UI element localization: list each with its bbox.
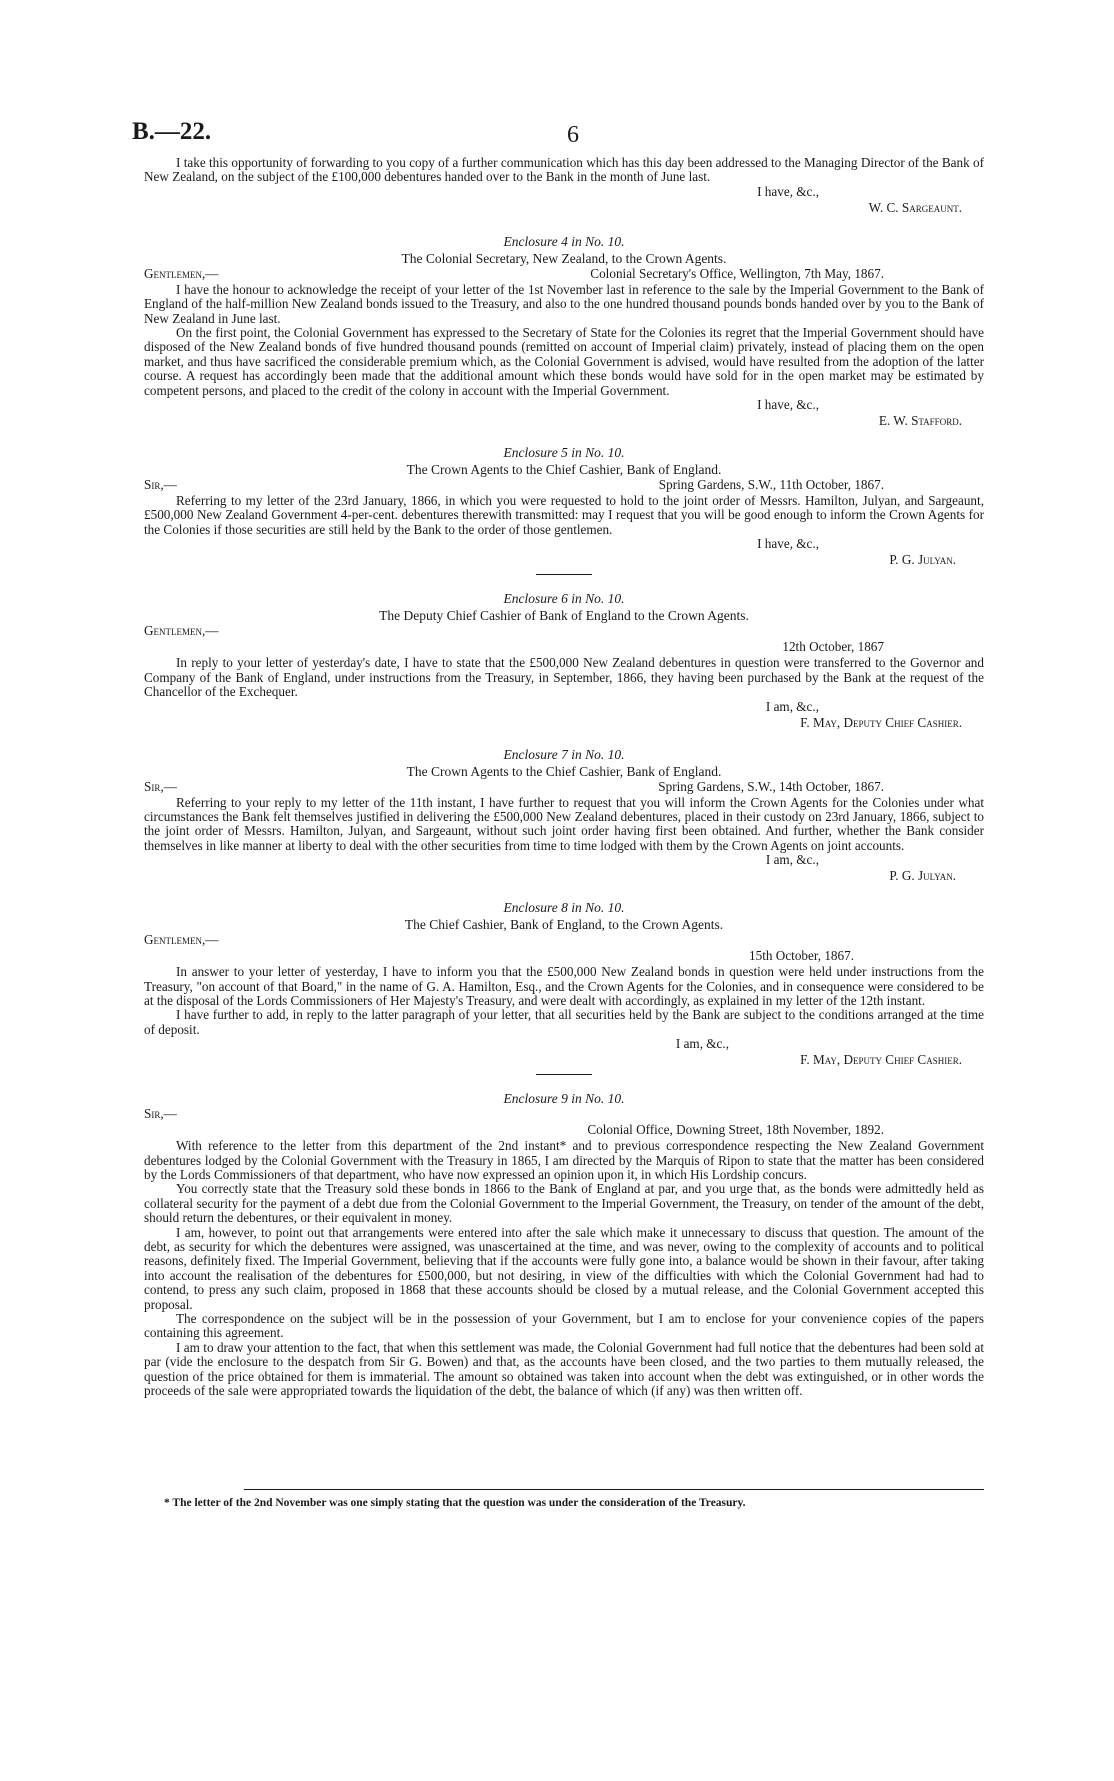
enclosure-5-closing: I have, &c., [757,536,819,552]
enclosure-8-paragraph-2: I have further to add, in reply to the latter paragraph of your letter, that all securities held by the Bank are subject to the conditions arranged at the time of deposit. [144,1007,984,1037]
enclosure-9-paragraph-4: The correspondence on the subject will be in the possession of your Government, but I am to enclose for your convenience copies of the papers containing this agreement. [144,1311,984,1341]
enclosure-8-closing-row [144,1037,984,1052]
enclosure-4-address: The Colonial Secretary, New Zealand, to the Crown Agents. [401,250,727,266]
enclosure-4-title: Enclosure 4 in No. 10. [503,233,625,249]
enclosure-6-salutation-row [144,624,984,640]
page-number: 6 [567,122,579,148]
enclosure-7-dateline: Spring Gardens, S.W., 14th October, 1867. [658,778,884,794]
enclosure-4-closing: I have, &c., [757,397,819,413]
enclosure-5-address: The Crown Agents to the Chief Cashier, Bank of England. [406,462,722,478]
enclosure-4-salutation: Gentlemen,— [144,265,219,281]
enclosure-8-salutation: Gentlemen,— [144,932,219,948]
letter-body [144,156,984,1398]
section-divider [536,1074,592,1075]
enclosure-9-paragraph-2: You correctly state that the Treasury sold these bonds in 1866 to the Bank of England at par, and you urge that, as the bonds were admittedly held as collateral security for the payment of a debt due from the Colonial Government to the Imperial Government, the Treasury, on tender of the amount of the debt, should return the debentures, or their equivalent in money. [144,1181,984,1226]
enclosure-8-paragraph-1: In answer to your letter of yesterday, I have to inform you that the £500,000 New Zealand bonds in question were held under instructions from the Treasury, "on account of that Board," in the name of G. A. Hamilton, Esq., and the Crown Agents for the Colonies, and in consequence were considered to be at the disposal of the Lords Commissioners of Her Majesty's Treasury, and were dealt with accordingly, as explained in my letter of the 12th instant. [144,964,984,1008]
enclosure-5-title: Enclosure 5 in No. 10. [503,445,625,461]
intro-signature: W. C. Sargeaunt. [868,199,962,215]
enclosure-5-salutation-row [144,478,984,494]
section-divider [536,574,592,575]
enclosure-7-closing-row [144,853,984,868]
enclosure-7-paragraph-1: Referring to your reply to my letter of the 11th instant, I have further to request that you will inform the Crown Agents for the Colonies under what circumstances the Bank felt themselves justified in delivering the £500,000 New Zealand debentures, placed in their custody on 23rd January, 1866, subject to the joint order of Messrs. Hamilton, Julyan, and Sargeaunt, without such joint order having first been obtained. And further, whether the Bank consider themselves in like manner at liberty to deal with the other securities from time to time lodged with them by the Crown Agents on joint accounts. [144,794,984,853]
footnote-divider [244,1489,984,1490]
enclosure-4-closing-row [144,398,984,413]
enclosure-4-salutation-row [144,267,984,283]
enclosure-9-salutation-row [144,1107,984,1123]
intro-closing: I have, &c., [757,183,819,199]
document-reference: B.—22. [132,118,212,145]
enclosure-6-closing: I am, &c., [765,698,819,714]
intro-paragraph: I take this opportunity of forwarding to you copy of a further communication which has this day been addressed to the Managing Director of the Bank of New Zealand, on the subject of the £100,000 debentures handed over to the Bank in the month of June last. [144,155,984,185]
enclosure-5-dateline: Spring Gardens, S.W., 11th October, 1867. [658,477,884,493]
enclosure-8-salutation-row [144,933,984,949]
enclosure-4-paragraph-2: On the first point, the Colonial Government has expressed to the Secretary of State for the Colonies its regret that the Imperial Government should have disposed of the New Zealand bonds of five hundred thousand pounds (remitted on account of Imperial claim) privately, instead of placing them on the open market, and thus have sacrificed the considerable premium which, as the Colonial Government is advised, would have resulted from the adoption of the latter course. A request has accordingly been made that the additional amount which these bonds would have sold for in the open market may be estimated by competent persons, and placed to the credit of the colony in account with the Imperial Government. [144,325,984,398]
enclosure-6-signature: F. May, Deputy Chief Cashier. [800,714,962,730]
enclosure-6-dateline-row [144,640,984,656]
enclosure-8-dateline-row [144,949,984,965]
enclosure-7-closing: I am, &c., [765,852,819,868]
enclosure-8-address: The Chief Cashier, Bank of England, to the Crown Agents. [404,917,724,933]
enclosure-5-salutation: Sir,— [144,477,177,493]
enclosure-4-dateline: Colonial Secretary's Office, Wellington, 7th May, 1867. [590,265,884,281]
enclosure-9-title: Enclosure 9 in No. 10. [503,1091,625,1107]
footnote: * The letter of the 2nd November was one simply stating that the question was under the consideration of the Treasury. [164,1497,746,1509]
enclosure-8-title: Enclosure 8 in No. 10. [503,900,625,916]
enclosure-7-title: Enclosure 7 in No. 10. [503,746,625,762]
enclosure-9-dateline: Colonial Office, Downing Street, 18th November, 1892. [587,1122,884,1138]
enclosure-9-paragraph-5: I am to draw your attention to the fact, that when this settlement was made, the Colonial Government had full notice that the debentures had been sold at par (vide the enclosure to the despatch from Sir G. Bowen) and that, as the accounts have been closed, and the two parties to them mutually released, the question of the price obtained for them is immaterial. The amount so obtained was taken into account when the debt was extinguished, or in other words the proceeds of the sale were appropriated towards the liquidation of the debt, the balance of which (if any) was then written off. [144,1339,984,1399]
enclosure-6-closing-row [144,700,984,715]
enclosure-6-dateline: 12th October, 1867 [782,639,884,655]
enclosure-4-signature: E. W. Stafford. [878,413,962,429]
enclosure-6-title: Enclosure 6 in No. 10. [503,591,625,607]
enclosure-8-closing: I am, &c., [675,1036,729,1052]
enclosure-9-dateline-row [144,1123,984,1139]
enclosure-6-salutation: Gentlemen,— [144,623,219,639]
enclosure-7-signature: P. G. Julyan. [889,868,956,884]
enclosure-4-paragraph-1: I have the honour to acknowledge the receipt of your letter of the 1st November last in reference to the sale by the Imperial Government to the Bank of England of the half-million New Zealand bonds issued to the Treasury, and also to the one hundred thousand pounds bonds handed over by you to the Bank of New Zealand in June last. [144,281,984,326]
enclosure-7-salutation-row [144,780,984,796]
enclosure-8-dateline: 15th October, 1867. [749,948,854,964]
enclosure-5-signature: P. G. Julyan. [889,552,956,568]
enclosure-5-closing-row [144,537,984,552]
enclosure-6-paragraph-1: In reply to your letter of yesterday's date, I have to state that the £500,000 New Zealand debentures in question were transferred to the Governor and Company of the Bank of England, under instructions from the Treasury, in September, 1866, they having been purchased by the Bank at the request of the Chancellor of the Exchequer. [144,655,984,700]
enclosure-9-paragraph-1: With reference to the letter from this department of the 2nd instant* and to previous correspondence respecting the New Zealand Government debentures lodged by the Colonial Government with the Treasury in 1865, I am directed by the Marquis of Ripon to state that the matter has been considered by the Lords Commissioners of that department, who have now expressed an opinion upon it, in which His Lordship concurs. [144,1138,984,1182]
enclosure-9-paragraph-3: I am, however, to point out that arrangements were entered into after the sale which make it unnecessary to discuss that question. The amount of the debt, as security for which the debentures were assigned, was unascertained at the time, and was never, owing to the complexity of accounts and to political reasons, definitely fixed. The Imperial Government, believing that if the accounts were fully gone into, a balance would be shown in their favour, after taking into account the realisation of the debentures for £500,000, but not desiring, in view of the difficulties with which the Colonial Government had had to contend, to press any such claim, proposed in 1868 that these accounts should be closed by a mutual release, and the Colonial Government accepted this proposal. [144,1224,984,1312]
enclosure-7-address: The Crown Agents to the Chief Cashier, Bank of England. [406,763,722,779]
intro-closing-row [144,185,984,200]
enclosure-9-salutation: Sir,— [144,1106,177,1122]
enclosure-6-address: The Deputy Chief Cashier of Bank of England to the Crown Agents. [379,608,749,624]
enclosure-8-signature: F. May, Deputy Chief Cashier. [800,1052,962,1068]
enclosure-7-salutation: Sir,— [144,778,177,794]
enclosure-5-paragraph-1: Referring to my letter of the 23rd January, 1866, in which you were requested to hold to the joint order of Messrs. Hamilton, Julyan, and Sargeaunt, £500,000 New Zealand Government 4-per-cent. debentures therewith transmitted: may I request that you will be good enough to inform the Crown Agents for the Colonies if those securities are still held by the Bank to the order of those gentlemen. [144,493,984,537]
